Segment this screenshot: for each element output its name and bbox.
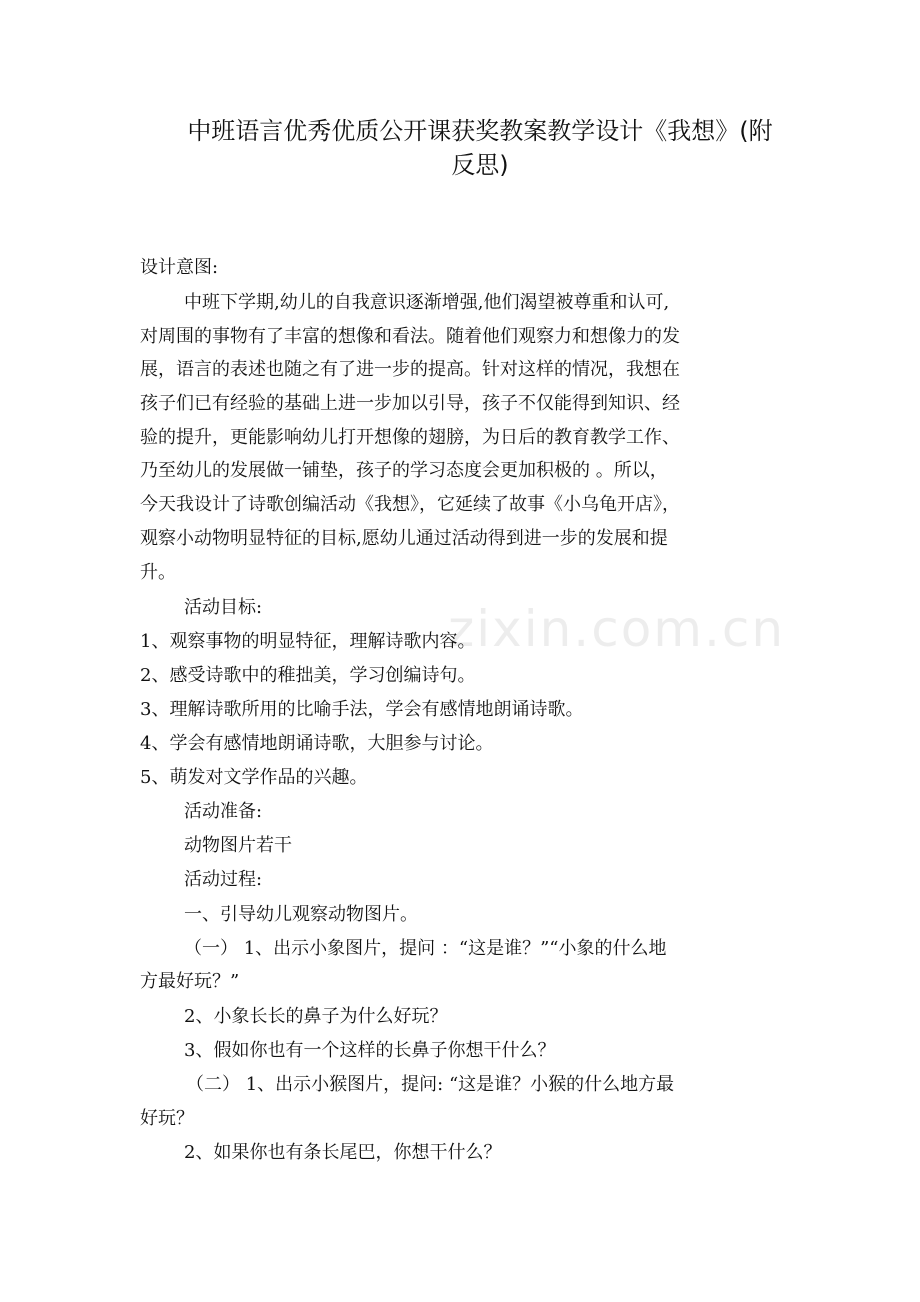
process-step: 方最好玩？” bbox=[140, 971, 240, 992]
objective-item: 3、理解诗歌所用的比喻手法，学会有感情地朗诵诗歌。 bbox=[140, 699, 584, 720]
process-step: 3、假如你也有一个这样的长鼻子你想干什么？ bbox=[184, 1040, 556, 1061]
watermark: zixin.com.cn bbox=[448, 600, 786, 658]
paragraph-line: 展，语言的表述也随之有了进一步的提高。针对这样的情况，我想在 bbox=[140, 359, 680, 380]
document-title bbox=[150, 114, 810, 182]
paragraph-line: 乃至幼儿的发展做一铺垫，孩子的学习态度会更加积极的 。所以， bbox=[140, 460, 668, 481]
paragraph-line: 今天我设计了诗歌创编活动《我想》，它延续了故事《小乌龟开店》， bbox=[140, 494, 680, 515]
preparation-text: 动物图片若干 bbox=[184, 835, 292, 856]
objective-item: 4、学会有感情地朗诵诗歌，大胆参与讨论。 bbox=[140, 733, 494, 754]
section-heading-objectives: 活动目标: bbox=[184, 597, 263, 618]
objective-item: 1、观察事物的明显特征，理解诗歌内容。 bbox=[140, 631, 476, 652]
section-heading-preparation: 活动准备: bbox=[184, 801, 263, 822]
title-line-2: 反思) bbox=[451, 151, 509, 179]
process-step: （二） 1、出示小猴图片，提问: “这是谁？小猴的什么地方最 bbox=[186, 1074, 675, 1095]
paragraph-line: 孩子们已有经验的基础上进一步加以引导，孩子不仅能得到知识、经 bbox=[140, 393, 680, 414]
paragraph-line: 升。 bbox=[140, 562, 176, 583]
objective-item: 5、萌发对文学作品的兴趣。 bbox=[140, 767, 368, 788]
paragraph-line: 对周围的事物有了丰富的想像和看法。随着他们观察力和想像力的发 bbox=[140, 326, 680, 347]
paragraph-line: 中班下学期,幼儿的自我意识逐渐增强,他们渴望被尊重和认可, bbox=[184, 292, 670, 313]
process-step: （一） 1、出示小象图片，提问 ：“这是谁？”“小象的什么地 bbox=[184, 938, 667, 959]
title-line-1: 中班语言优秀优质公开课获奖教案教学设计《我想》(附 bbox=[187, 117, 773, 145]
paragraph-line: 验的提升，更能影响幼儿打开想像的翅膀，为日后的教育教学工作、 bbox=[140, 427, 680, 448]
process-step: 好玩？ bbox=[140, 1108, 194, 1129]
objective-item: 2、感受诗歌中的稚拙美，学习创编诗句。 bbox=[140, 665, 476, 686]
process-step: 一、引导幼儿观察动物图片。 bbox=[184, 904, 418, 925]
section-heading-process: 活动过程: bbox=[184, 869, 263, 890]
paragraph-line: 观察小动物明显特征的目标,愿幼儿通过活动得到进一步的发展和提 bbox=[140, 528, 668, 549]
process-step: 2、如果你也有条长尾巴，你想干什么？ bbox=[184, 1142, 502, 1163]
section-heading-design-intent: 设计意图: bbox=[140, 257, 219, 278]
process-step: 2、小象长长的鼻子为什么好玩？ bbox=[184, 1006, 448, 1027]
